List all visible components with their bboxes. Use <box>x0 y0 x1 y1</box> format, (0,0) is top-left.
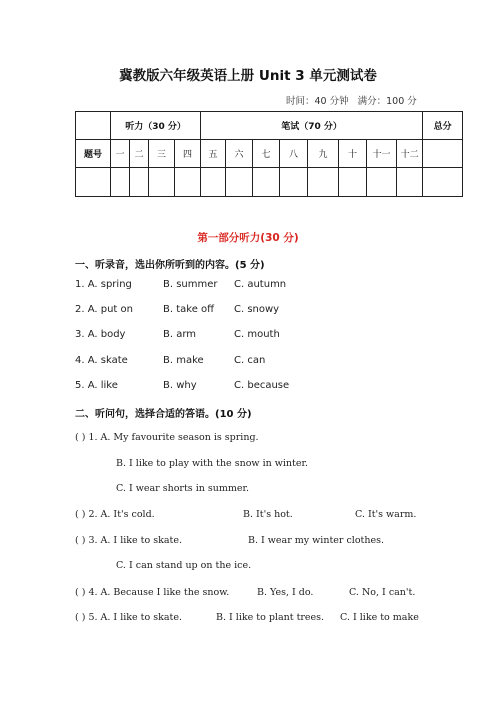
score-cell[interactable] <box>76 168 111 197</box>
total-score-cell[interactable] <box>423 168 463 197</box>
score-cell[interactable] <box>175 168 201 197</box>
written-header: 笔试（70 分） <box>201 112 423 140</box>
option-a: 2. A. put on <box>75 304 133 315</box>
option-a: 3. A. body <box>75 329 126 340</box>
question-4-option-a: ( ) 4. A. Because I like the snow. <box>75 587 230 598</box>
exam-meta <box>286 93 423 107</box>
option-c: C. mouth <box>234 329 280 340</box>
question-number: 三 <box>149 140 175 168</box>
question-2-option-a: ( ) 2. A. It's cold. <box>75 509 155 520</box>
question-5-option-a: ( ) 5. A. I like to skate. <box>75 612 182 623</box>
score-cell[interactable] <box>149 168 175 197</box>
question-number: 四 <box>175 140 201 168</box>
total-cell <box>423 140 463 168</box>
option-a: 1. A. spring <box>75 279 132 290</box>
option-b: B. arm <box>163 329 197 340</box>
question-3-option-c: C. I can stand up on the ice. <box>116 560 252 571</box>
question-2-option-b: B. It's hot. <box>243 509 293 520</box>
score-cell[interactable] <box>130 168 149 197</box>
question-number: 一 <box>111 140 130 168</box>
score-cell[interactable] <box>111 168 130 197</box>
question-number: 二 <box>130 140 149 168</box>
question-number: 五 <box>201 140 226 168</box>
question-5-option-b: B. I like to plant trees. <box>216 612 325 623</box>
option-a: 4. A. skate <box>75 355 128 366</box>
option-b: B. summer <box>163 279 218 290</box>
question-number: 六 <box>226 140 253 168</box>
empty-corner-cell <box>76 112 111 140</box>
option-c: C. autumn <box>234 279 287 290</box>
question-3-option-a: ( ) 3. A. I like to skate. <box>75 535 182 546</box>
time-limit: 时间：40 分钟 <box>286 96 349 107</box>
option-c: C. can <box>234 355 266 366</box>
option-b: B. make <box>163 355 204 366</box>
question-number: 十 <box>339 140 367 168</box>
score-cell[interactable] <box>339 168 367 197</box>
score-cell[interactable] <box>397 168 423 197</box>
question-number: 十一 <box>367 140 397 168</box>
question-number: 十二 <box>397 140 423 168</box>
listening-header: 听力（30 分） <box>111 112 201 140</box>
question-1-option-c: C. I wear shorts in summer. <box>116 483 250 494</box>
option-c: C. snowy <box>234 304 280 315</box>
option-b: B. why <box>163 380 197 391</box>
question-5-option-c: C. I like to make <box>340 612 419 623</box>
question-4-option-c: C. No, I can't. <box>349 587 416 598</box>
score-table <box>75 111 463 197</box>
question-1-option-b: B. I like to play with the snow in winter. <box>116 458 308 469</box>
question-4-option-b: B. Yes, I do. <box>257 587 314 598</box>
row-label: 题号 <box>76 140 111 168</box>
full-score: 满分：100 分 <box>357 96 417 107</box>
question-number: 七 <box>253 140 280 168</box>
part-one-title: 第一部分听力(30 分) <box>197 232 299 244</box>
score-cell[interactable] <box>367 168 397 197</box>
option-c: C. because <box>234 380 290 391</box>
section-one-title: 一、听录音，选出你所听到的内容。(5 分) <box>75 260 265 271</box>
option-b: B. take off <box>163 304 215 315</box>
score-cell[interactable] <box>201 168 226 197</box>
question-number: 八 <box>280 140 308 168</box>
option-a: 5. A. like <box>75 380 118 391</box>
score-cell[interactable] <box>226 168 253 197</box>
question-2-option-c: C. It's warm. <box>355 509 417 520</box>
score-cell[interactable] <box>308 168 339 197</box>
score-cell[interactable] <box>253 168 280 197</box>
score-cell[interactable] <box>280 168 308 197</box>
total-header: 总分 <box>423 112 463 140</box>
question-number: 九 <box>308 140 339 168</box>
question-3-option-b: B. I wear my winter clothes. <box>248 535 384 546</box>
section-two-title: 二、听问句，选择合适的答语。(10 分) <box>75 409 252 420</box>
document-title: 冀教版六年级英语上册 Unit 3 单元测试卷 <box>119 68 377 84</box>
question-1-option-a: ( ) 1. A. My favourite season is spring. <box>75 432 259 443</box>
